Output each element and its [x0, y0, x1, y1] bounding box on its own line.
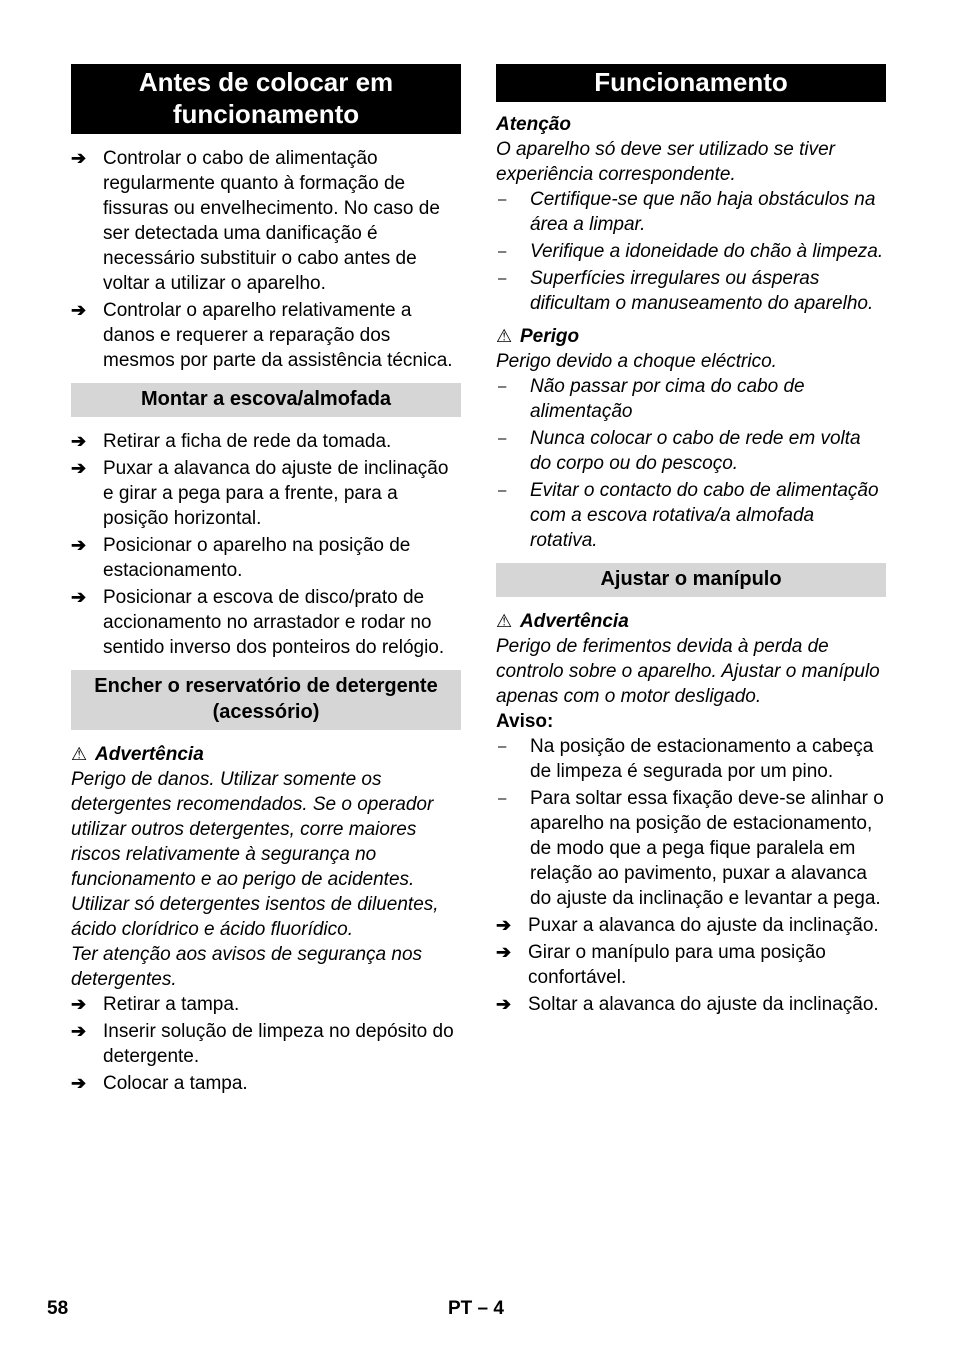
subsection-title-adjust-handle: Ajustar o manípulo	[496, 563, 886, 597]
left-column	[71, 64, 461, 1098]
attention-text: O aparelho só deve ser utilizado se tiver experiência correspondente.	[496, 139, 836, 185]
list-item: – Certifique-se que não haja obstáculos na área a limpar.	[498, 189, 876, 235]
dash-bullet-icon: –	[498, 191, 507, 208]
dash-bullet-icon: –	[498, 378, 507, 395]
list-item: ➔ Inserir solução de limpeza no depósito do detergente.	[71, 1021, 454, 1067]
dash-bullet-icon: –	[498, 270, 507, 287]
danger-text: Perigo devido a choque eléctrico.	[496, 351, 777, 372]
list-item: ➔ Controlar o cabo de alimentação regularmente quanto à formação de fissuras ou envelhecimento. No caso de ser detectada uma danificação é necessário substituir o cabo antes de voltar a utilizar o aparelho.	[71, 148, 440, 294]
warning-triangle-icon: ⚠	[496, 326, 513, 346]
list-item: ➔ Girar o manípulo para uma posição confortável.	[496, 942, 826, 988]
list-item: ➔ Retirar a ficha de rede da tomada.	[71, 431, 392, 452]
warning-triangle-icon: ⚠	[496, 611, 513, 631]
page-code: PT – 4	[448, 1298, 504, 1319]
dash-bullet-icon: –	[498, 482, 507, 499]
dash-bullet-icon: –	[498, 430, 507, 447]
dash-bullet-icon: –	[498, 243, 507, 260]
list-item: ➔ Colocar a tampa.	[71, 1073, 248, 1094]
attention-heading: Atenção	[496, 114, 571, 135]
arrow-right-icon: ➔	[496, 942, 512, 962]
arrow-right-icon: ➔	[71, 300, 87, 320]
danger-heading: ⚠ Perigo	[496, 326, 580, 347]
list-item: ➔ Puxar a alavanca do ajuste da inclinação.	[496, 915, 879, 936]
list-item: ➔ Controlar o aparelho relativamente a danos e requerer a reparação dos mesmos por parte da assistência técnica.	[71, 300, 453, 371]
dash-bullet-icon: –	[498, 790, 507, 807]
arrow-right-icon: ➔	[71, 1073, 87, 1093]
list-item: ➔ Retirar a tampa.	[71, 994, 240, 1015]
note-text: Ter atenção aos avisos de segurança nos detergentes.	[71, 944, 423, 990]
arrow-right-icon: ➔	[71, 458, 87, 478]
list-item: – Evitar o contacto do cabo de alimentação com a escova rotativa/a almofada rotativa.	[498, 480, 879, 551]
subsection-title-fill-detergent: Encher o reservatório de detergente (acessório)	[71, 670, 461, 730]
list-item: – Nunca colocar o cabo de rede em volta do corpo ou do pescoço.	[498, 428, 861, 474]
arrow-right-icon: ➔	[496, 994, 512, 1014]
right-column	[496, 64, 886, 1019]
arrow-right-icon: ➔	[496, 915, 512, 935]
arrow-right-icon: ➔	[71, 1021, 87, 1041]
arrow-right-icon: ➔	[71, 994, 87, 1014]
arrow-right-icon: ➔	[71, 148, 87, 168]
warning-heading: ⚠ Advertência	[496, 611, 629, 632]
arrow-right-icon: ➔	[71, 535, 87, 555]
arrow-right-icon: ➔	[71, 431, 87, 451]
page-number: 58	[47, 1298, 69, 1319]
warning-text: Perigo de ferimentos devida à perda de controlo sobre o aparelho. Ajustar o manípulo apenas com o motor desligado.	[496, 636, 880, 707]
section-title-operation: Funcionamento	[496, 64, 886, 102]
list-item: ➔ Posicionar o aparelho na posição de estacionamento.	[71, 535, 411, 581]
list-item: – Não passar por cima do cabo de alimentação	[498, 376, 805, 422]
notice-heading: Aviso:	[496, 711, 554, 732]
list-item: ➔ Soltar a alavanca do ajuste da inclinação.	[496, 994, 879, 1015]
list-item: – Na posição de estacionamento a cabeça de limpeza é segurada por um pino.	[498, 736, 874, 782]
warning-text: Perigo de danos. Utilizar somente os detergentes recomendados. Se o operador utilizar outros detergentes, corre maiores riscos relativamente à segurança no funcionamento e ao perigo de acidentes. Utilizar só detergentes isentos de diluentes, ácido clorídrico e ácido fluorídico.	[71, 769, 439, 940]
list-item: – Superfícies irregulares ou ásperas dificultam o manuseamento do aparelho.	[498, 268, 874, 314]
list-item: ➔ Posicionar a escova de disco/prato de accionamento no arrastador e rodar no sentido inverso dos ponteiros do relógio.	[71, 587, 445, 658]
list-item: – Para soltar essa fixação deve-se alinhar o aparelho na posição de estacionamento, de modo que a pega fique paralela em relação ao pavimento, puxar a alavanca do ajuste da inclinação e levantar a pega.	[498, 788, 884, 909]
list-item: – Verifique a idoneidade do chão à limpeza.	[498, 241, 884, 262]
warning-triangle-icon: ⚠	[71, 744, 88, 764]
subsection-title-mount-brush: Montar a escova/almofada	[71, 383, 461, 417]
arrow-right-icon: ➔	[71, 587, 87, 607]
list-item: ➔ Puxar a alavanca do ajuste de inclinação e girar a pega para a frente, para a posição horizontal.	[71, 458, 449, 529]
section-title-before-operation: Antes de colocar em funcionamento	[71, 64, 461, 134]
dash-bullet-icon: –	[498, 738, 507, 755]
warning-heading: ⚠ Advertência	[71, 744, 204, 765]
